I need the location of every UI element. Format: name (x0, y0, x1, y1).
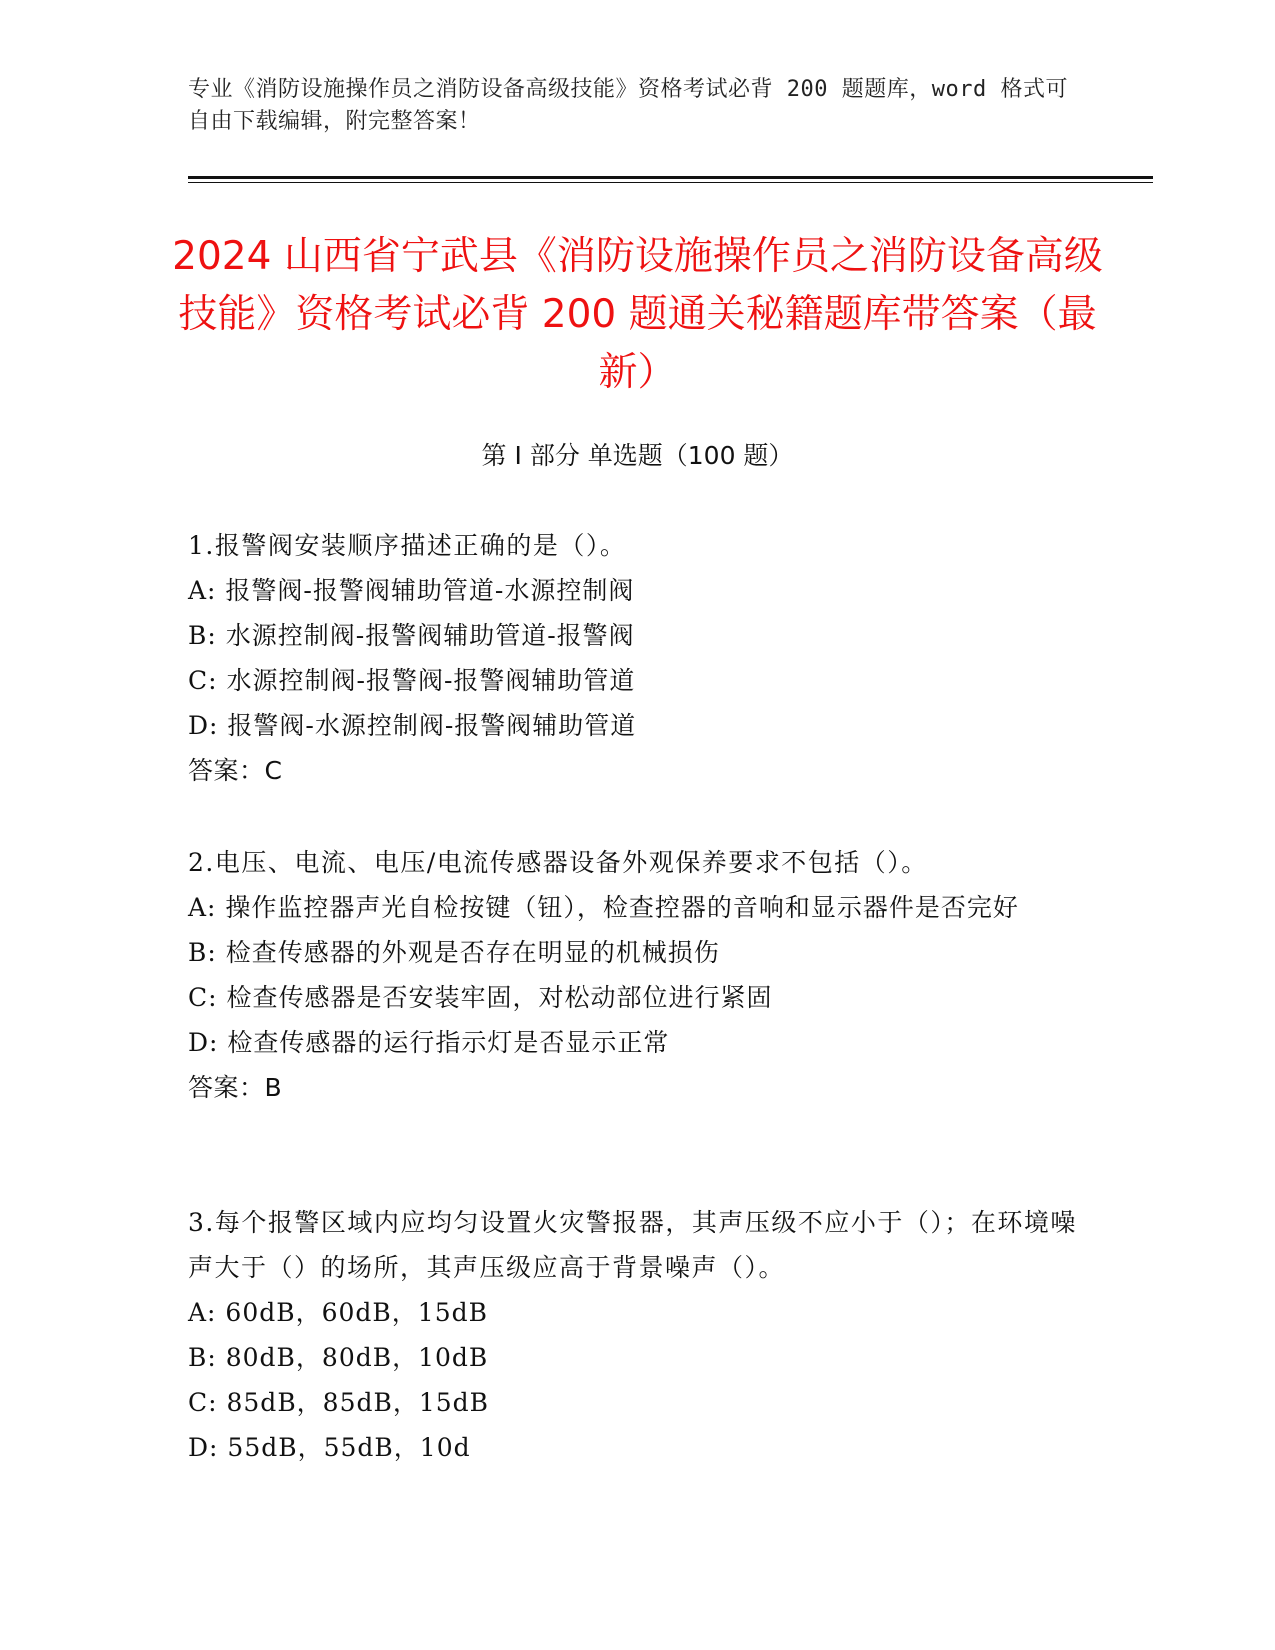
option-c: C: 水源控制阀-报警阀-报警阀辅助管道 (188, 666, 636, 695)
question-stem: 3.每个报警区域内应均匀设置火灾警报器，其声压级不应小于（）；在环境噪声大于（）的场所，其声压级应高于背景噪声（）。 (188, 1208, 1077, 1282)
option-b: B: 检查传感器的外观是否存在明显的机械损伤 (188, 938, 720, 967)
question-1 (188, 523, 1088, 793)
question-stem: 1.报警阀安装顺序描述正确的是（）。 (188, 531, 627, 560)
option-d: D: 报警阀-水源控制阀-报警阀辅助管道 (188, 711, 637, 740)
question-2 (188, 840, 1088, 1110)
document-title: 2024 山西省宁武县《消防设施操作员之消防设备高级技能》资格考试必背 200 题通关秘籍题库带答案（最新） (172, 234, 1103, 395)
option-d: D: 55dB，55dB，10d (188, 1433, 471, 1462)
option-a: A: 60dB，60dB，15dB (188, 1298, 488, 1327)
question-3 (188, 1200, 1088, 1470)
answer: 答案：B (188, 1073, 283, 1102)
section-title: 第 I 部分 单选题（100 题） (481, 441, 794, 470)
option-a: A: 操作监控器声光自检按键（钮），检查控器的音响和显示器件是否完好 (188, 893, 1019, 922)
answer: 答案：C (188, 756, 283, 785)
question-stem: 2.电压、电流、电压/电流传感器设备外观保养要求不包括（）。 (188, 848, 928, 877)
option-a: A: 报警阀-报警阀辅助管道-水源控制阀 (188, 576, 635, 605)
header-divider-thin (188, 182, 1153, 183)
header-divider-thick (188, 176, 1153, 179)
header-note: 专业《消防设施操作员之消防设备高级技能》资格考试必背 200 题题库，word 格式可自由下载编辑，附完整答案！ (188, 77, 1068, 134)
option-c: C: 85dB，85dB，15dB (188, 1388, 490, 1417)
option-d: D: 检查传感器的运行指示灯是否显示正常 (188, 1028, 670, 1057)
option-b: B: 80dB，80dB，10dB (188, 1343, 489, 1372)
option-b: B: 水源控制阀-报警阀辅助管道-报警阀 (188, 621, 635, 650)
option-c: C: 检查传感器是否安装牢固，对松动部位进行紧固 (188, 983, 773, 1012)
